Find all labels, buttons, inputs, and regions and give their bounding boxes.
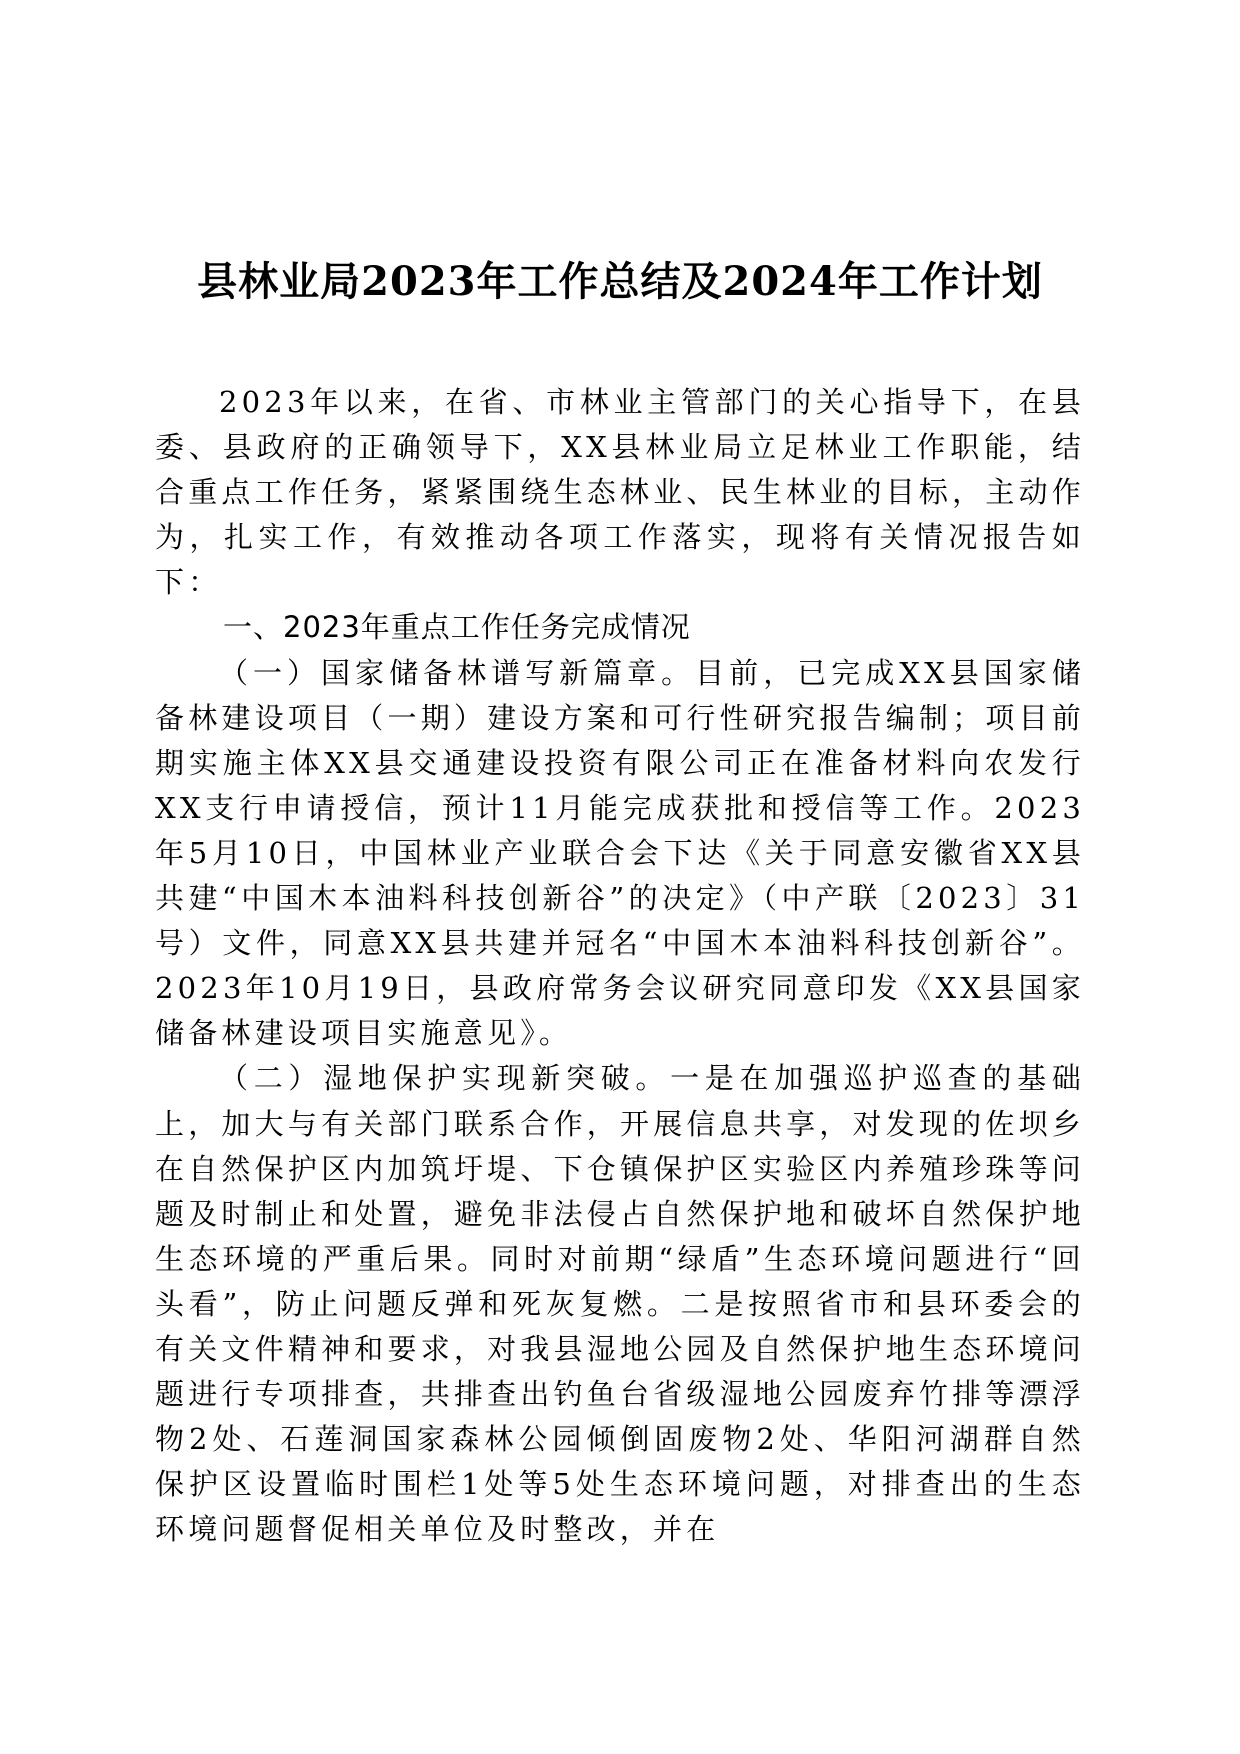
section-heading-1: 一、2023年重点工作任务完成情况 <box>223 610 691 645</box>
paragraph-item-1: （一）国家储备林谱写新篇章。目前，已完成XX县国家储备林建设项目（一期）建设方案和可行性研究报告编制；项目前期实施主体XX县交通建设投资有限公司正在准备材料向农发行XX支行申请授信，预计11月能完成获批和授信等工作。2023年5月10日，中国林业产业联合会下达《关于同意安徽省XX县共建“中国木本油料科技创新谷”的决定》（中产联〔2023〕31号）文件，同意XX县共建并冠名“中国木本油料科技创新谷”。2023年10月19日，县政府常务会议研究同意印发《XX县国家储备林建设项目实施意见》。 <box>155 655 1085 1051</box>
intro-paragraph: 2023年以来，在省、市林业主管部门的关心指导下，在县委、县政府的正确领导下，XX县林业局立足林业工作职能，结合重点工作任务，紧紧围绕生态林业、民生林业的目标，主动作为，扎实工作，有效推动各项工作落实，现将有关情况报告如下： <box>155 385 1085 600</box>
document-body <box>155 380 1085 1552</box>
paragraph-item-2: （二）湿地保护实现新突破。一是在加强巡护巡查的基础上，加大与有关部门联系合作，开展信息共享，对发现的佐坝乡在自然保护区内加筑圩堤、下仓镇保护区实验区内养殖珍珠等问题及时制止和处置，避免非法侵占自然保护地和破坏自然保护地生态环境的严重后果。同时对前期“绿盾”生态环境问题进行“回头看”，防止问题反弹和死灰复燃。二是按照省市和县环委会的有关文件精神和要求，对我县湿地公园及自然保护地生态环境问题进行专项排查，共排查出钓鱼台省级湿地公园废弃竹排等漂浮物2处、石莲洞国家森林公园倾倒固废物2处、华阳河湖群自然保护区设置临时围栏1处等5处生态环境问题，对排查出的生态环境问题督促相关单位及时整改，并在 <box>155 1061 1085 1547</box>
document-title: 县林业局2023年工作总结及2024年工作计划 <box>197 258 1043 305</box>
